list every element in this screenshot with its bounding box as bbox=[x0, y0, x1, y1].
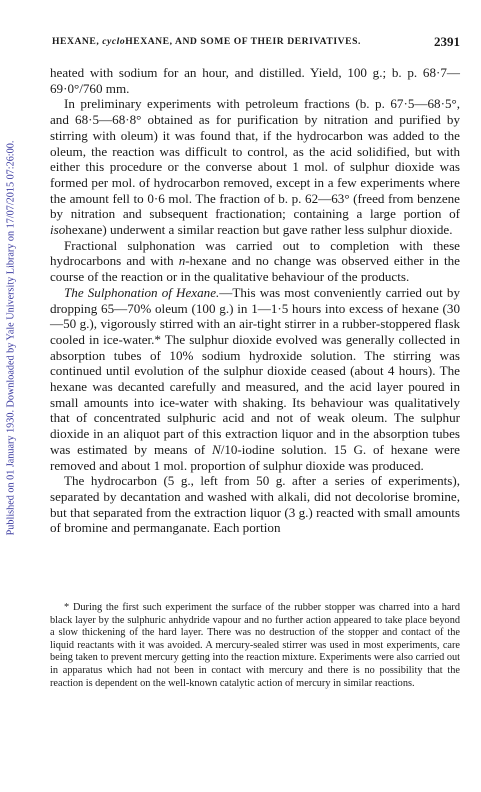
footnote bbox=[50, 602, 460, 690]
page-number: 2391 bbox=[434, 34, 460, 49]
running-title-end: HEXANE, AND SOME OF THEIR DERIVATIVES. bbox=[125, 36, 361, 47]
paragraph-5: The hydrocarbon (5 g., left from 50 g. after a series of experiments), separated by decantation and washed with alkali, did not decolorise bromine, but that separated from the extraction liquor (3 g.) reacted with small amounts of bromine and permanganate. Each portion bbox=[50, 473, 460, 536]
running-title-italic: cyclo bbox=[102, 36, 126, 47]
paragraph-4-text-b: /10-iodine solution. 15 G. of hexane were removed and about 1 mol. proportion of sulphur dioxide was produced. bbox=[50, 441, 460, 473]
running-title-start: HEXANE, bbox=[52, 36, 103, 47]
running-header bbox=[52, 34, 460, 50]
paragraph-3 bbox=[50, 238, 460, 285]
paragraph-2-text: In preliminary experiments with petroleum fractions (b. p. 67·5—68·5°, and 68·5—68·8° obtained as for purification by nitration and purified by stirring with oleum) it was found that, if the hydrocarbon was added to the oleum, the reaction was difficult to control, as the acid solidified, but with either this procedure or the converse about 1 mol. of sulphur dioxide was formed per mol. of hydrocarbon removed, except in a few experiments where the amount fell to 0·6 mol. The fraction of b. p. 62—63° (freed from benzene by nitration and subsequent fractionation; containing a large portion of bbox=[50, 96, 460, 222]
paragraph-1: heated with sodium for an hour, and distilled. Yield, 100 g.; b. p. 68·7—69·0°/760 mm. bbox=[50, 65, 460, 96]
paragraph-3-text: Fractional sulphonation was carried out to completion with these hydrocarbons and with bbox=[50, 237, 460, 269]
paragraph-3-end: -hexane and no change was observed either in the course of the reaction or in the qualitative behaviour of the products. bbox=[50, 253, 460, 285]
section-heading-sulphonation: The Sulphonation of Hexane. bbox=[64, 284, 220, 300]
download-watermark-text: Published on 01 January 1930. Downloaded by Yale University Library on 17/07/2015 07:26:00. bbox=[5, 140, 17, 536]
article-body bbox=[50, 65, 460, 536]
paragraph-4-italic: N bbox=[211, 441, 221, 457]
paragraph-4 bbox=[50, 285, 460, 473]
paragraph-4-text-a: —This was most conveniently carried out by dropping 65—70% oleum (100 g.) in 1—1·5 hours into excess of hexane (30—50 g.), vigorously stirred with an air-tight stirrer in a rubber-stoppered flask cooled in ice-water.* The sulphur dioxide evolved was generally collected in absorption tubes of 10% sodium hydroxide solution. The stirring was continued until evolution of the sulphur dioxide ceased (about 4 hours). The hexane was decanted carefully and measured, and the acid layer poured in small amounts into ice-water with shaking. Its behaviour was qualitatively that of concentrated sulphuric acid and not of weak oleum. The sulphur dioxide in an aliquot part of this extraction liquor and in the absorption tubes was estimated by means of bbox=[50, 284, 460, 457]
paragraph-2 bbox=[50, 96, 460, 237]
paragraph-2-end: hexane) underwent a similar reaction but gave rather less sulphur dioxide. bbox=[65, 222, 453, 238]
download-watermark bbox=[4, 48, 18, 628]
footnote-text: * During the first such experiment the surface of the rubber stopper was charred into a hard black layer by the sulphuric anhydride vapour and no further action appeared to take place beyond a slow thickening of the hard layer. There was no destruction of the stopper and contact of the liquid reactants with it was avoided. A mercury-sealed stirrer was used in most experiments, care being taken to prevent mercury getting into the reaction mixture. Experiments were also carried out in apparatus which had not been in contact with mercury and there is no possibility that the reaction is dependent on the well-known catalytic action of mercury in similar reactions. bbox=[50, 602, 460, 689]
running-title bbox=[52, 36, 361, 47]
paragraph-2-italic: iso bbox=[50, 222, 66, 238]
paragraph-3-italic: n bbox=[178, 253, 186, 269]
